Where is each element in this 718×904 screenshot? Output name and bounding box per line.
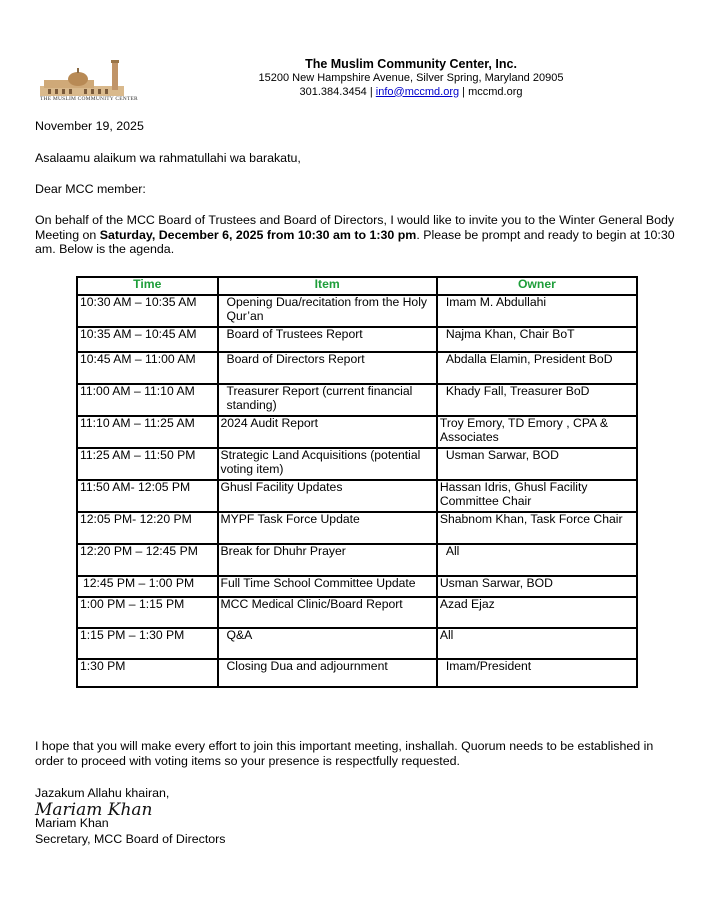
owner-text: Hassan Idris, Ghusl Facility Committee Chair [439,480,588,508]
greeting: Asalaamu alaikum wa rahmatullahi wa barakatu, [35,151,301,165]
time-cell [77,576,218,597]
time-cell: 10:30 AM – 10:35 AM [77,295,218,327]
website: | mccmd.org [462,85,523,98]
owner-text: Najma Khan, Chair BoT [445,327,575,341]
intro-paragraph [35,213,675,257]
contact-line [243,86,579,100]
item-text: MCC Medical Clinic/Board Report [220,597,403,611]
owner-cell [437,384,637,416]
signer-name: Mariam Khan [35,816,109,830]
item-cell [218,352,437,384]
org-address: 15200 New Hampshire Avenue, Silver Spring, Maryland 20905 [258,72,564,84]
time-cell: 10:35 AM – 10:45 AM [77,327,218,352]
item-text: Full Time School Committee Update [220,576,416,590]
time-cell: 1:30 PM [77,659,218,687]
time-cell: 10:45 AM – 11:00 AM [77,352,218,384]
table-row [77,628,637,659]
time-cell: 1:15 PM – 1:30 PM [77,628,218,659]
item-cell [218,416,437,448]
time-cell: 12:05 PM- 12:20 PM [77,512,218,544]
signer-title: Secretary, MCC Board of Directors [35,832,226,846]
org-name: The Muslim Community Center, Inc. [305,57,517,71]
table-row [77,576,637,597]
header-owner: Owner [437,277,637,295]
table-row [77,659,637,687]
table-row [77,480,637,512]
table-row [77,448,637,480]
time-cell: 11:00 AM – 11:10 AM [77,384,218,416]
item-cell [218,295,437,327]
table-row [77,544,637,576]
owner-text: Khady Fall, Treasurer BoD [445,384,590,398]
owner-text: Azad Ejaz [439,597,495,611]
table-row [77,512,637,544]
item-text: Opening Dua/recitation from the Holy Qur’an [226,295,428,323]
owner-text: Imam M. Abdullahi [445,295,547,309]
owner-text: All [439,628,454,642]
header-item: Item [218,277,437,295]
owner-text: Abdalla Elamin, President BoD [445,352,613,366]
header-time: Time [77,277,218,295]
item-text: 2024 Audit Report [220,416,319,430]
owner-text: All [445,544,460,558]
item-cell [218,544,437,576]
item-cell [218,448,437,480]
valediction: Jazakum Allahu khairan, [35,786,170,800]
item-text: Ghusl Facility Updates [220,480,343,494]
table-row [77,352,637,384]
item-cell [218,597,437,628]
item-cell [218,480,437,512]
item-cell [218,512,437,544]
logo-caption: THE MUSLIM COMMUNITY CENTER [40,96,138,102]
owner-cell [437,295,637,327]
owner-text: Usman Sarwar, BOD [439,576,553,590]
item-text: Board of Directors Report [226,352,365,366]
item-text: Closing Dua and adjournment [226,659,388,673]
owner-cell [437,416,637,448]
owner-cell [437,512,637,544]
item-cell [218,327,437,352]
item-text: Break for Dhuhr Prayer [220,544,346,558]
item-cell [218,576,437,597]
closing-paragraph: I hope that you will make every effort to join this important meeting, inshallah. Quorum needs to be established in order to proceed with voting items so your presence is respectfully requested. [35,739,654,768]
table-row [77,295,637,327]
owner-cell [437,628,637,659]
time-cell: 12:20 PM – 12:45 PM [77,544,218,576]
letter-date: November 19, 2025 [35,119,144,133]
letterhead [243,57,579,99]
meeting-datetime: Saturday, December 6, 2025 from 10:30 am to 1:30 pm [99,227,417,242]
table-row [77,327,637,352]
table-row [77,384,637,416]
time-cell: 11:10 AM – 11:25 AM [77,416,218,448]
item-text: Board of Trustees Report [226,327,363,341]
item-text: Treasurer Report (current financial standing) [226,384,413,412]
agenda-header-row [77,277,637,295]
separator: | [369,85,373,98]
item-text: Strategic Land Acquisitions (potential voting item) [220,448,421,476]
item-cell [218,659,437,687]
owner-text: Shabnom Khan, Task Force Chair [439,512,623,526]
time-cell: 1:00 PM – 1:15 PM [77,597,218,628]
agenda-table [76,276,638,688]
owner-cell [437,352,637,384]
intro-text-2: . Please be prompt and ready to begin at 10:30 am. Below is the agenda. [35,227,675,256]
owner-cell [437,480,637,512]
owner-cell [437,544,637,576]
owner-cell [437,659,637,687]
time-text: 12:45 PM – 1:00 PM [83,576,195,590]
item-text: Q&A [226,628,253,642]
table-row [77,416,637,448]
intro-text-1: On behalf of the MCC Board of Trustees and Board of Directors, I would like to invite you to the Winter General Body Meeting on [35,213,675,242]
time-cell: 11:50 AM- 12:05 PM [77,480,218,512]
owner-cell [437,327,637,352]
item-cell [218,628,437,659]
item-text: MYPF Task Force Update [220,512,360,526]
email-link[interactable]: info@mccmd.org [375,85,460,98]
owner-cell [437,576,637,597]
phone: 301.384.3454 [299,85,367,98]
signature-text: Mariam Khan [35,800,153,820]
owner-text: Troy Emory, TD Emory , CPA & Associates [439,416,609,444]
table-row [77,597,637,628]
item-cell [218,384,437,416]
owner-cell [437,597,637,628]
owner-text: Usman Sarwar, BOD [445,448,559,462]
owner-cell [437,448,637,480]
salutation: Dear MCC member: [35,182,146,196]
owner-text: Imam/President [445,659,532,673]
time-cell: 11:25 AM – 11:50 PM [77,448,218,480]
